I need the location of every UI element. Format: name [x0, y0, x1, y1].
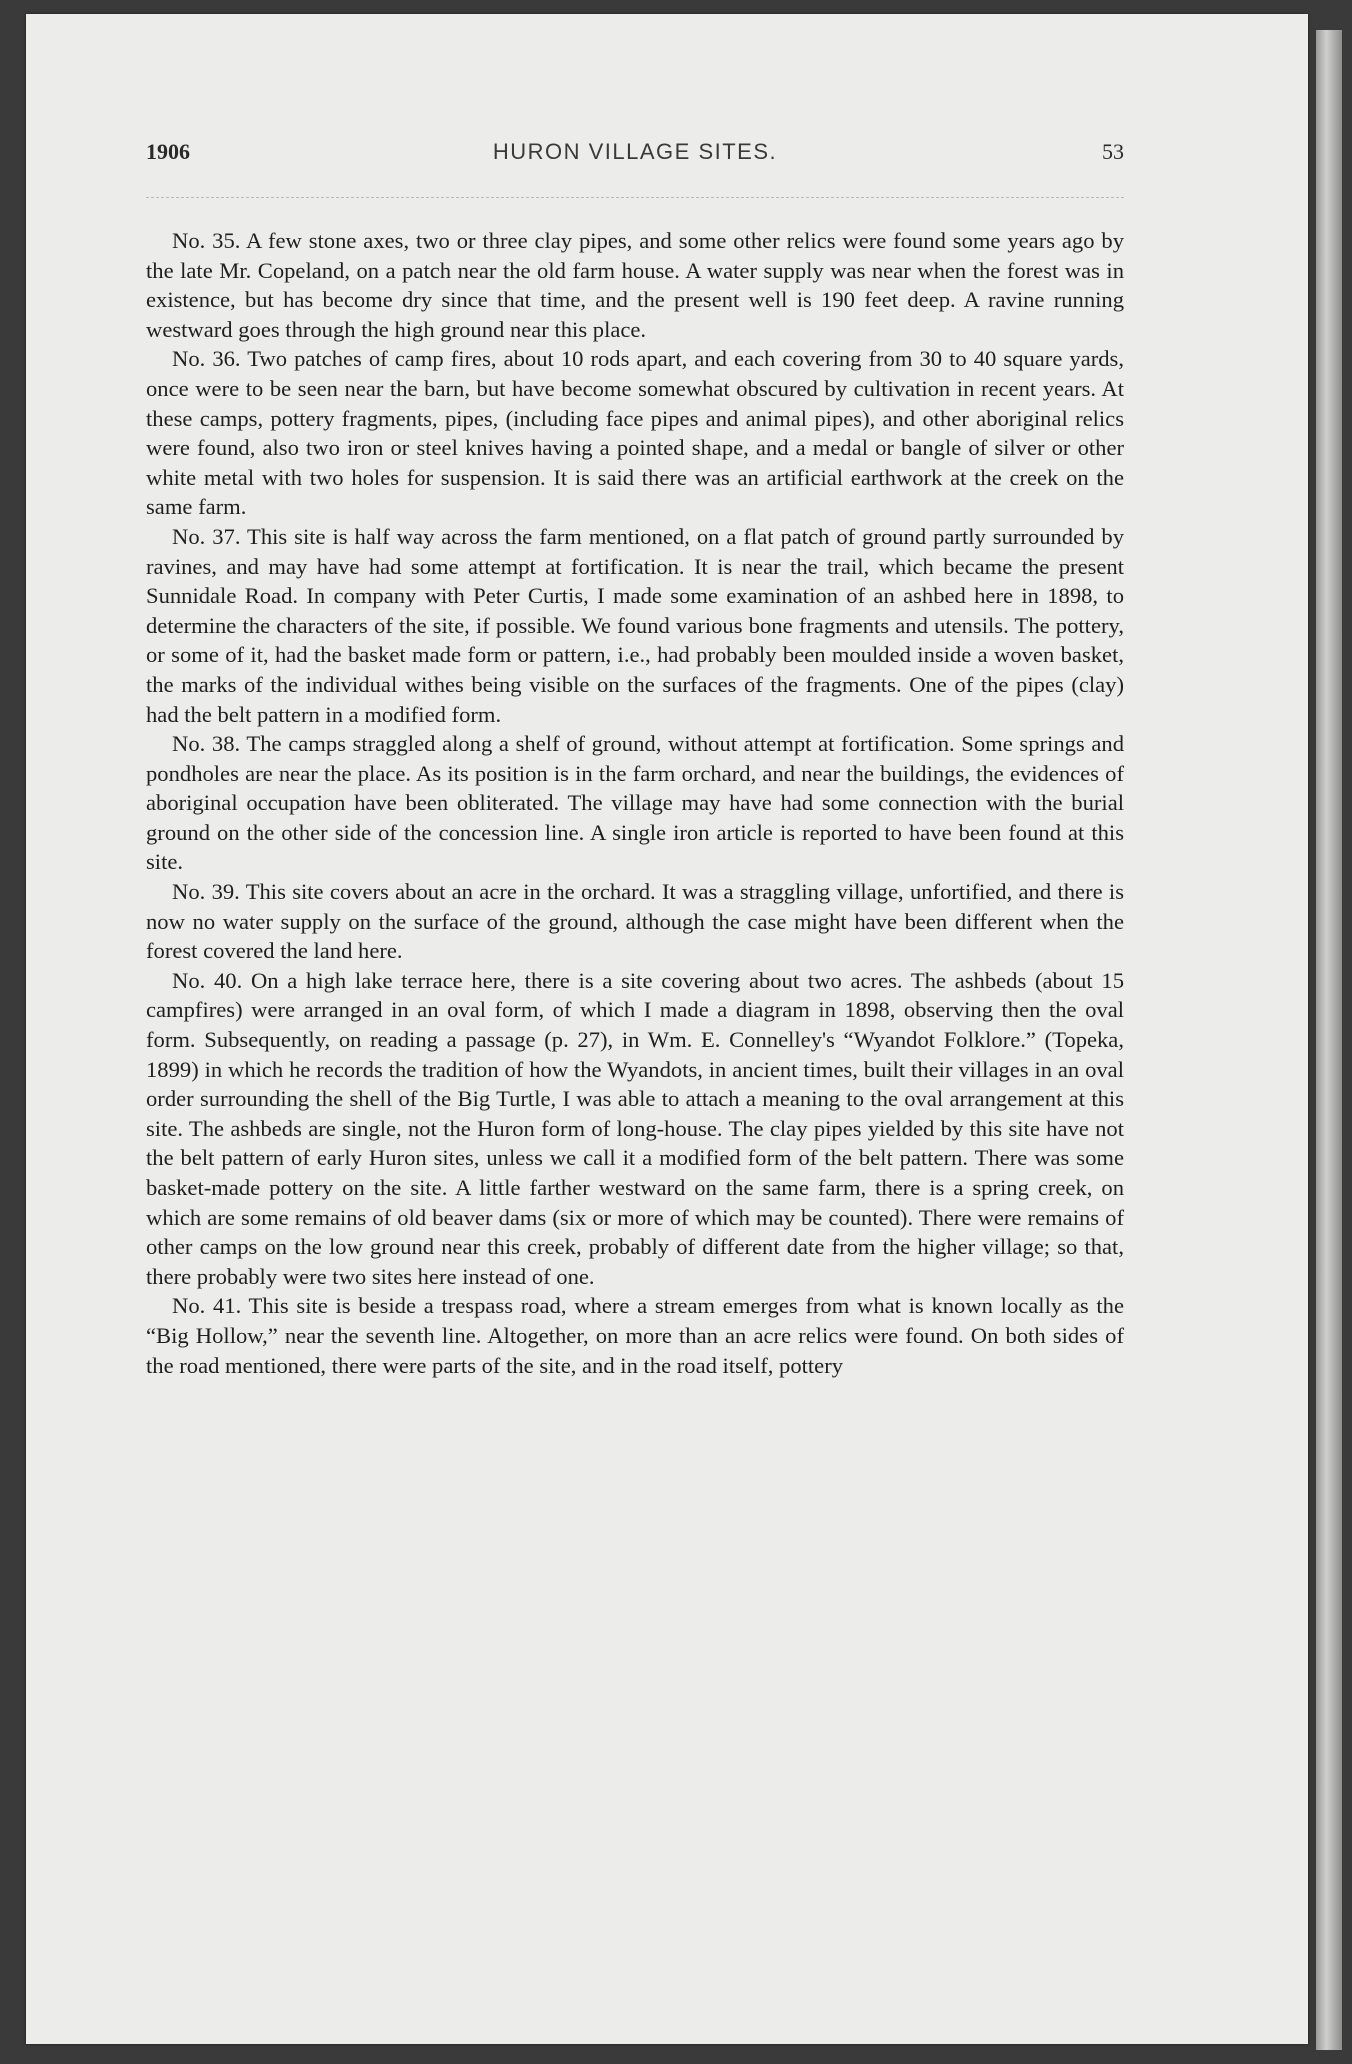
body-text — [146, 226, 1124, 1380]
paragraph-no-40: No. 40. On a high lake terrace here, there is a site covering about two acres. The ashbeds (about 15 campfires) were arranged in an oval form, of which I made a diagram in 1898, observing then the oval form. Subsequently, on reading a passage (p. 27), in Wm. E. Connelley's “Wyandot Folklore.” (Topeka, 1899) in which he records the tradition of how the Wyandots, in ancient times, built their villages in an oval order surrounding the shell of the Big Turtle, I was able to attach a meaning to the oval arrangement at this site. The ashbeds are single, not the Huron form of long-house. The clay pipes yielded by this site have not the belt pattern of early Huron sites, unless we call it a modified form of the belt pattern. There was some basket-made pottery on the site. A little farther westward on the same farm, there is a spring creek, on which are some remains of old beaver dams (six or more of which may be counted). There were remains of other camps on the low ground near this creek, probably of different date from the higher village; so that, there probably were two sites here instead of one. — [146, 967, 1124, 1289]
header-rule — [146, 197, 1124, 198]
page-edge — [1316, 30, 1342, 2050]
paragraph-no-37: No. 37. This site is half way across the farm mentioned, on a flat patch of ground partly surrounded by ravines, and may have had some attempt at fortification. It is near the trail, which became the present Sunnidale Road. In company with Peter Curtis, I made some examination of an ashbed here in 1898, to determine the characters of the site, if possible. We found various bone fragments and utensils. The pottery, or some of it, had the basket made form or pattern, i.e., had probably been moulded inside a woven basket, the marks of the individual withes being visible on the surfaces of the fragments. One of the pipes (clay) had the belt pattern in a modified form. — [146, 523, 1124, 727]
paragraph-no-38: No. 38. The camps straggled along a shelf of ground, without attempt at fortification. Some springs and pondholes are near the place. As its position is in the farm orchard, and near the buildings, the evidences of aboriginal occupation have been obliterated. The village may have had some connection with the burial ground on the other side of the concession line. A single iron article is reported to have been found at this site. — [146, 731, 1124, 875]
paragraph-no-36: No. 36. Two patches of camp fires, about 10 rods apart, and each covering from 30 to 40 square yards, once were to be seen near the barn, but have become somewhat obscured by cultivation in recent years. At these camps, pottery fragments, pipes, (including face pipes and animal pipes), and other aboriginal relics were found, also two iron or steel knives having a pointed shape, and a medal or bangle of silver or other white metal with two holes for suspension. It is said there was an artificial earthwork at the creek on the same farm. — [146, 346, 1124, 520]
running-header — [146, 134, 1124, 170]
paragraph-no-41: No. 41. This site is beside a trespass road, where a stream emerges from what is known locally as the “Big Hollow,” near the seventh line. Altogether, on more than an acre relics were found. On both sides of the road mentioned, there were parts of the site, and in the road itself, pottery — [146, 1293, 1124, 1378]
page-number: 53 — [1102, 139, 1124, 164]
paragraph-no-35: No. 35. A few stone axes, two or three clay pipes, and some other relics were found some years ago by the late Mr. Copeland, on a patch near the old farm house. A water supply was near when the forest was in existence, but has become dry since that time, and the present well is 190 feet deep. A ravine running westward goes through the high ground near this place. — [146, 228, 1124, 342]
paragraph-no-39: No. 39. This site covers about an acre in the orchard. It was a straggling village, unfortified, and there is now no water supply on the surface of the ground, although the case might have been different when the forest covered the land here. — [146, 879, 1124, 964]
header-year: 1906 — [146, 139, 190, 164]
header-title: HURON VILLAGE SITES. — [492, 139, 778, 164]
